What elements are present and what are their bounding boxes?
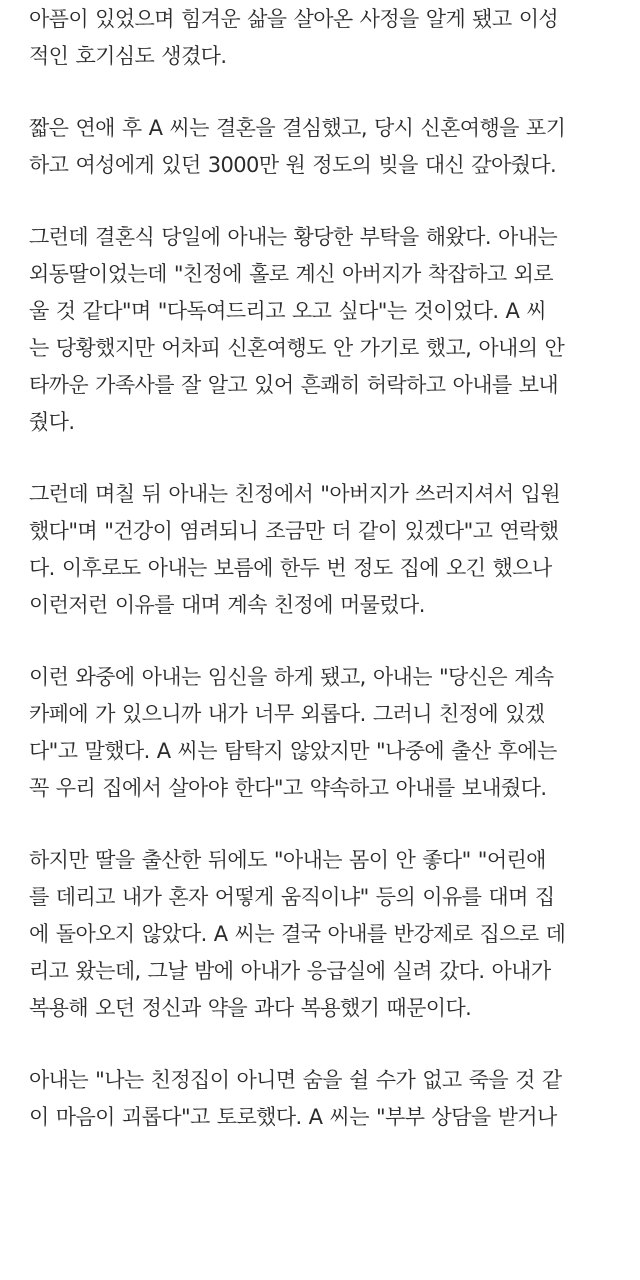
article-paragraph [29,1,619,75]
text-line: 그런데 결혼식 당일에 아내는 황당한 부탁을 해왔다. 아내는 [29,225,558,249]
article-paragraph [29,476,619,624]
article-paragraph [29,842,619,1027]
text-line: 하고 여성에게 있던 3000만 원 정도의 빚을 대신 갚아줬다. [29,153,557,177]
text-line: 카페에 가 있으니까 내가 너무 외롭다. 그러니 친정에 있겠 [29,702,545,726]
text-line: 이런저런 이유를 대며 계속 친정에 머물렀다. [29,593,425,617]
text-line: 짧은 연애 후 A 씨는 결혼을 결심했고, 당시 신혼여행을 포기 [29,116,566,140]
article-paragraph [29,659,619,807]
text-line: 를 데리고 내가 혼자 어떻게 움직이냐" 등의 이유를 대며 집 [29,885,555,909]
text-line: 꼭 우리 집에서 살아야 한다"고 약속하고 아내를 보내줬다. [29,776,547,800]
text-line: 다"고 말했다. A 씨는 탐탁지 않았지만 "나중에 출산 후에는 [29,739,557,763]
text-line: 이 마음이 괴롭다"고 토로했다. A 씨는 "부부 상담을 받거나 [29,1105,557,1129]
text-line: 외동딸이었는데 "친정에 홀로 계신 아버지가 착잡하고 외로 [29,262,553,286]
text-line: 그런데 며칠 뒤 아내는 친정에서 "아버지가 쓰러지셔서 입원 [29,482,561,506]
text-line: 타까운 가족사를 잘 알고 있어 흔쾌히 허락하고 아내를 보내 [29,373,559,397]
text-line: 복용해 오던 정신과 약을 과다 복용했기 때문이다. [29,996,472,1020]
text-line: 하지만 딸을 출산한 뒤에도 "아내는 몸이 안 좋다" "어린애 [29,848,546,872]
text-line: 는 당황했지만 어차피 신혼여행도 안 가기로 했고, 아내의 안 [29,336,565,360]
text-line: 아내는 "나는 친정집이 아니면 숨을 쉴 수가 없고 죽을 것 같 [29,1068,562,1092]
text-line: 했다"며 "건강이 염려되니 조금만 더 같이 있겠다"고 연락했 [29,519,559,543]
text-line: 이런 와중에 아내는 임신을 하게 됐고, 아내는 "당신은 계속 [29,665,554,689]
text-line: 다. 이후로도 아내는 보름에 한두 번 정도 집에 오긴 했으나 [29,556,552,580]
article-body [29,1,619,1171]
article-paragraph [29,110,619,184]
article-paragraph [29,1062,619,1136]
text-line: 아픔이 있었으며 힘겨운 삶을 살아온 사정을 알게 됐고 이성 [29,7,559,31]
text-line: 적인 호기심도 생겼다. [29,44,227,68]
text-line: 에 돌아오지 않았다. A 씨는 결국 아내를 반강제로 집으로 데 [29,922,566,946]
text-line: 리고 왔는데, 그날 밤에 아내가 응급실에 실려 갔다. 아내가 [29,959,551,983]
article-paragraph [29,219,619,441]
text-line: 울 것 같다"며 "다독여드리고 오고 싶다"는 것이었다. A 씨 [29,299,547,323]
text-line: 줬다. [29,410,75,434]
